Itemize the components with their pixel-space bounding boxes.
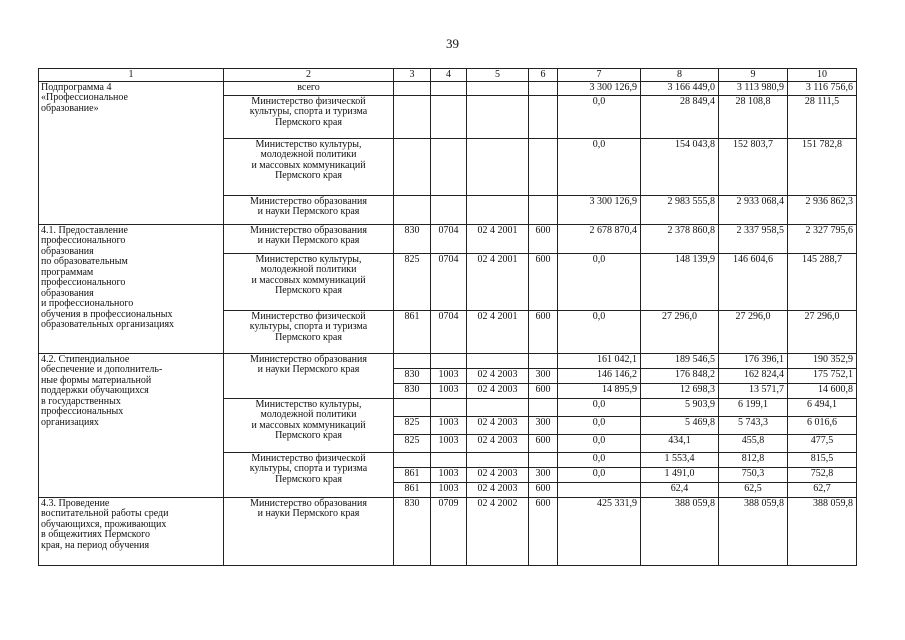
value-cell: 2 933 068,4 [719, 195, 788, 224]
page-number: 39 [446, 36, 459, 51]
code-cell: 0704 [431, 224, 467, 253]
code-cell: 1003 [431, 416, 467, 434]
value-cell: 0,0 [558, 398, 641, 416]
code-cell: 02 4 2003 [467, 416, 529, 434]
value-cell: 0,0 [558, 434, 641, 452]
ministry-cell: Министерство образования и науки Пермского края [224, 195, 394, 224]
code-cell: 02 4 2001 [467, 253, 529, 310]
value-cell: 176 848,2 [641, 368, 719, 383]
header-cell: 6 [529, 69, 558, 82]
value-cell: 815,5 [788, 452, 857, 467]
value-cell: 3 116 756,6 [788, 81, 857, 95]
value-cell: 13 571,7 [719, 383, 788, 398]
header-cell: 3 [394, 69, 431, 82]
value-cell: 6 199,1 [719, 398, 788, 416]
code-cell: 830 [394, 368, 431, 383]
value-cell: 3 113 980,9 [719, 81, 788, 95]
table-row [39, 81, 857, 95]
value-cell: 152 803,7 [719, 138, 788, 195]
activity-name: 4.2. Стипендиальное обеспечение и дополнитель- ные формы материальной поддержки обучающихся в государственных профессиональных организациях [39, 353, 224, 497]
code-cell: 02 4 2003 [467, 368, 529, 383]
value-cell: 28 108,8 [719, 95, 788, 138]
code-cell: 1003 [431, 434, 467, 452]
code-cell: 300 [529, 368, 558, 383]
table-row [39, 497, 857, 565]
value-cell: 5 469,8 [641, 416, 719, 434]
value-cell: 176 396,1 [719, 353, 788, 368]
value-cell: 2 327 795,6 [788, 224, 857, 253]
header-row [39, 69, 857, 82]
code-cell: 0709 [431, 497, 467, 565]
code-cell: 861 [394, 310, 431, 353]
value-cell: 62,4 [641, 482, 719, 497]
value-cell: 1 491,0 [641, 467, 719, 482]
value-cell: 0,0 [558, 310, 641, 353]
code-cell: 600 [529, 383, 558, 398]
code-cell: 1003 [431, 368, 467, 383]
subprogram-name: Подпрограмма 4 «Профессиональное образование» [39, 81, 224, 224]
value-cell: 62,7 [788, 482, 857, 497]
ministry-cell: Министерство физической культуры, спорта и туризма Пермского края [224, 452, 394, 497]
code-cell: 825 [394, 416, 431, 434]
code-cell: 02 4 2001 [467, 224, 529, 253]
value-cell: 27 296,0 [641, 310, 719, 353]
code-cell: 0704 [431, 253, 467, 310]
header-cell: 8 [641, 69, 719, 82]
value-cell: 2 337 958,5 [719, 224, 788, 253]
value-cell: 6 494,1 [788, 398, 857, 416]
ministry-cell: Министерство образования и науки Пермского края [224, 353, 394, 398]
activity-name: 4.1. Предоставление профессионального образования по образовательным программам профессионального образования и профессионального обучения в профессиональных образовательных организациях [39, 224, 224, 353]
value-cell: 477,5 [788, 434, 857, 452]
value-cell: 5 743,3 [719, 416, 788, 434]
value-cell: 146 146,2 [558, 368, 641, 383]
header-cell: 1 [39, 69, 224, 82]
code-cell: 600 [529, 497, 558, 565]
value-cell [558, 482, 641, 497]
value-cell: 62,5 [719, 482, 788, 497]
code-cell: 02 4 2003 [467, 467, 529, 482]
code-cell: 300 [529, 467, 558, 482]
value-cell: 3 300 126,9 [558, 195, 641, 224]
value-cell: 27 296,0 [719, 310, 788, 353]
value-cell: 14 600,8 [788, 383, 857, 398]
header-cell: 7 [558, 69, 641, 82]
code-cell: 02 4 2003 [467, 383, 529, 398]
value-cell: 2 378 860,8 [641, 224, 719, 253]
value-cell: 6 016,6 [788, 416, 857, 434]
value-cell: 0,0 [558, 416, 641, 434]
value-cell: 388 059,8 [788, 497, 857, 565]
code-cell: 300 [529, 416, 558, 434]
value-cell: 2 678 870,4 [558, 224, 641, 253]
value-cell: 154 043,8 [641, 138, 719, 195]
header-cell: 5 [467, 69, 529, 82]
value-cell: 175 752,1 [788, 368, 857, 383]
value-cell: 812,8 [719, 452, 788, 467]
code-cell: 830 [394, 383, 431, 398]
value-cell: 145 288,7 [788, 253, 857, 310]
header-cell: 10 [788, 69, 857, 82]
value-cell: 28 111,5 [788, 95, 857, 138]
value-cell: 0,0 [558, 253, 641, 310]
ministry-cell: Министерство культуры, молодежной политики и массовых коммуникаций Пермского края [224, 138, 394, 195]
value-cell: 2 936 862,3 [788, 195, 857, 224]
code-cell: 600 [529, 434, 558, 452]
value-cell: 190 352,9 [788, 353, 857, 368]
ministry-cell: Министерство культуры, молодежной политики и массовых коммуникаций Пермского края [224, 398, 394, 452]
code-cell: 825 [394, 253, 431, 310]
ministry-cell: всего [224, 81, 394, 95]
ministry-cell: Министерство образования и науки Пермского края [224, 224, 394, 253]
ministry-cell: Министерство физической культуры, спорта и туризма Пермского края [224, 310, 394, 353]
value-cell: 434,1 [641, 434, 719, 452]
code-cell: 600 [529, 482, 558, 497]
value-cell: 425 331,9 [558, 497, 641, 565]
value-cell: 151 782,8 [788, 138, 857, 195]
value-cell: 388 059,8 [641, 497, 719, 565]
value-cell: 0,0 [558, 452, 641, 467]
value-cell: 0,0 [558, 95, 641, 138]
code-cell: 830 [394, 224, 431, 253]
header-cell: 4 [431, 69, 467, 82]
value-cell: 14 895,9 [558, 383, 641, 398]
value-cell: 0,0 [558, 467, 641, 482]
code-cell: 02 4 2002 [467, 497, 529, 565]
value-cell: 3 300 126,9 [558, 81, 641, 95]
code-cell: 02 4 2001 [467, 310, 529, 353]
value-cell: 148 139,9 [641, 253, 719, 310]
value-cell: 5 903,9 [641, 398, 719, 416]
header-cell: 9 [719, 69, 788, 82]
value-cell: 161 042,1 [558, 353, 641, 368]
code-cell: 600 [529, 224, 558, 253]
code-cell: 861 [394, 467, 431, 482]
code-cell: 1003 [431, 383, 467, 398]
code-cell: 0704 [431, 310, 467, 353]
ministry-cell: Министерство физической культуры, спорта и туризма Пермского края [224, 95, 394, 138]
table-row [39, 353, 857, 368]
code-cell: 02 4 2003 [467, 482, 529, 497]
code-cell: 1003 [431, 467, 467, 482]
budget-table [38, 68, 857, 566]
value-cell: 455,8 [719, 434, 788, 452]
value-cell: 2 983 555,8 [641, 195, 719, 224]
table-row [39, 224, 857, 253]
value-cell: 146 604,6 [719, 253, 788, 310]
value-cell: 28 849,4 [641, 95, 719, 138]
value-cell: 752,8 [788, 467, 857, 482]
code-cell: 02 4 2003 [467, 434, 529, 452]
value-cell: 388 059,8 [719, 497, 788, 565]
code-cell: 830 [394, 497, 431, 565]
ministry-cell: Министерство культуры, молодежной политики и массовых коммуникаций Пермского края [224, 253, 394, 310]
value-cell: 189 546,5 [641, 353, 719, 368]
code-cell: 600 [529, 310, 558, 353]
code-cell: 600 [529, 253, 558, 310]
code-cell: 1003 [431, 482, 467, 497]
value-cell: 0,0 [558, 138, 641, 195]
code-cell: 861 [394, 482, 431, 497]
value-cell: 12 698,3 [641, 383, 719, 398]
ministry-cell: Министерство образования и науки Пермского края [224, 497, 394, 565]
value-cell: 27 296,0 [788, 310, 857, 353]
value-cell: 3 166 449,0 [641, 81, 719, 95]
header-cell: 2 [224, 69, 394, 82]
value-cell: 162 824,4 [719, 368, 788, 383]
code-cell: 825 [394, 434, 431, 452]
activity-name: 4.3. Проведение воспитательной работы среди обучающихся, проживающих в общежитиях Пермского края, на период обучения [39, 497, 224, 565]
value-cell: 750,3 [719, 467, 788, 482]
value-cell: 1 553,4 [641, 452, 719, 467]
